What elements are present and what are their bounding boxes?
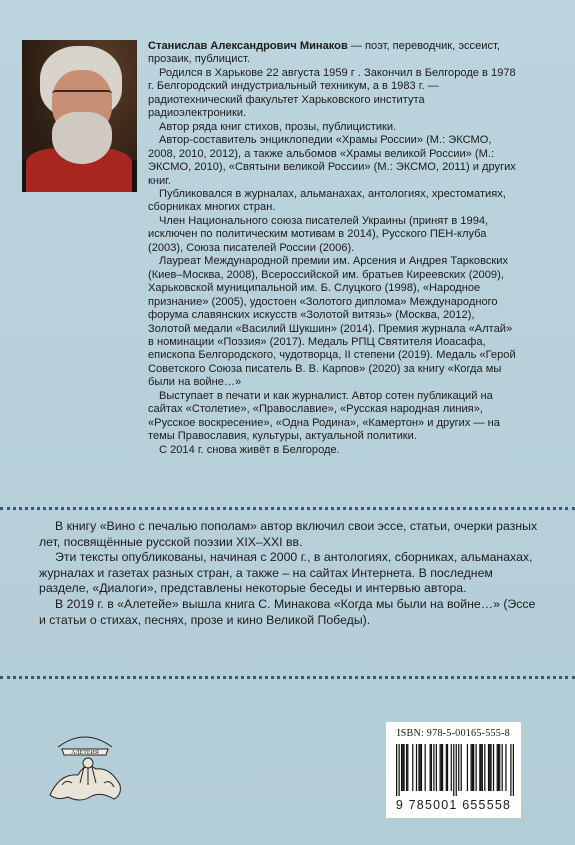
barcode-bar [403,744,404,791]
barcode-bar [502,744,503,791]
barcode-bar [497,744,498,791]
barcode-bar [401,744,402,791]
barcode-bar [484,744,485,791]
barcode-bar [412,744,413,791]
barcode-bar [461,744,462,791]
bio-paragraph: Родился в Харькове 22 августа 1959 г . Закончил в Белгороде в 1978 г. Белгородский индустриальный техникум, а в 1983 г. — радиотехнический факультет Харьковского института радиоэлектроники. [148,66,516,120]
annotation-paragraph: Эти тексты опубликованы, начиная с 2000 г., в антологиях, сборниках, альманахах, журналах и газетах разных стран, а также – на сайтах Интернета. В последнем разделе, «Диалоги», представлены некоторые беседы и интервью автора. [39,550,533,596]
bio-paragraph: Автор-составитель энциклопедии «Храмы России» (М.: ЭКСМО, 2008, 2010, 2012), а также альбомов «Храмы великой России» (М.: ЭКСМО, 2010), «Святыни великой России» (М.: ЭКСМО, 2011) и других книг. [148,134,516,187]
barcode-bar [505,744,506,791]
barcode-bar [473,744,474,791]
bio-paragraph: С 2014 г. снова живёт в Белгороде. [159,443,340,456]
barcode-bar [498,744,499,791]
barcode-bar [406,744,407,791]
bio-paragraph: Лауреат Международной премии им. Арсения и Андрея Тарковских (Киев–Москва, 2008), Всероссийской им. братьев Киреевских (2009), Харьковской муниципальной им. Б. Слуцкого (1998), «Народное признание» (2005), удостоен «Золотого диплома» Международного форума славянских искусств «Золотой витязь» (Москва, 2012), Золотой медали «Василий Шукшин» (2014). Премия журнала «Алтай» в номинации «Поэзия» (2017). Медаль РПЦ Святителя Иоасафа, епископа Белгородского, чудотворца, II степени (2019). Медаль «Герой Советского Союза писатель В. В. Карпов» (2020) за книгу «Когда мы были на войне…» [148,255,516,389]
barcode-digits: 9 785001 655558 [395,798,512,812]
barcode-bar [431,744,432,791]
barcode-bar [416,744,417,791]
barcode-bar [446,744,447,791]
barcode-label [386,722,521,818]
barcode-bar [447,744,448,791]
barcode-bar [510,744,511,796]
barcode-bar [425,744,426,791]
logo-banner-text: АЛЕТЕЙЯ [71,750,99,756]
barcode-bar [441,744,442,791]
barcode-bar [439,744,440,791]
barcode-bar [480,744,481,791]
barcode-bar [418,744,419,791]
barcode-bars [396,744,514,796]
author-bio [148,40,518,457]
barcode-bar [458,744,459,791]
barcode-bar [472,744,473,791]
barcode-bar [493,744,494,791]
barcode-bar [499,744,500,791]
author-roles: — поэт, переводчик, эссеист, прозаик, публицист. [148,40,500,66]
barcode-bar [451,744,452,791]
barcode-bar [402,744,403,791]
barcode-bar [433,744,434,791]
barcode-bar [482,744,483,791]
barcode-bar [420,744,421,791]
bio-paragraph: Публиковался в журналах, альманахах, антологиях, хрестоматиях, сборниках многих стран. [148,187,506,214]
barcode-bar [407,744,408,791]
isbn-text: ISBN: 978-5-00165-555-8 [397,728,510,739]
author-name: Станислав Александрович Минаков [148,40,348,52]
barcode-bar [421,744,422,791]
barcode-bar [488,744,489,791]
publisher-logo [40,725,130,805]
bio-lead [148,40,518,67]
barcode-bar [398,744,399,796]
barcode-bar [471,744,472,791]
barcode-bar [453,744,454,796]
barcode-bar [489,744,490,791]
bio-paragraph: Автор ряда книг стихов, прозы, публицистики. [159,120,397,133]
barcode-bar [456,744,457,796]
book-annotation [39,519,539,628]
barcode-bar [479,744,480,791]
barcode-bar [513,744,514,796]
dotted-divider-top [0,507,575,510]
barcode-bar [430,744,431,791]
author-photo [22,40,137,192]
annotation-paragraph: В 2019 г. в «Алетейе» вышла книга С. Минакова «Когда мы были на войне…» (Эссе и статьи о стихах, песнях, прозе и кино Великой Победы). [39,596,536,627]
bio-paragraph: Выступает в печати и как журналист. Автор сотен публикаций на сайтах «Столетие», «Православие», «Русская народная линия», «Русское воскресение», «Одна Родина», «Камертон» и других — на темы Православия, культуры, актуальной политики. [148,389,500,443]
bio-paragraph: Член Национального союза писателей Украины (принят в 1994, исключен по политическим мотивам в 2014), Русского ПЕН-клуба (2003), Союза писателей России (2006). [148,214,489,254]
barcode-bar [475,744,476,791]
dotted-divider-bottom [0,676,575,679]
barcode-bar [436,744,437,791]
barcode-bar [442,744,443,791]
barcode-bar [490,744,491,791]
barcode-bar [396,744,397,796]
barcode-bar [467,744,468,791]
annotation-paragraph: В книгу «Вино с печалью пополам» автор включил свои эссе, статьи, очерки разных лет, посвящённые русской поэзии XIX–XXI вв. [39,519,538,549]
